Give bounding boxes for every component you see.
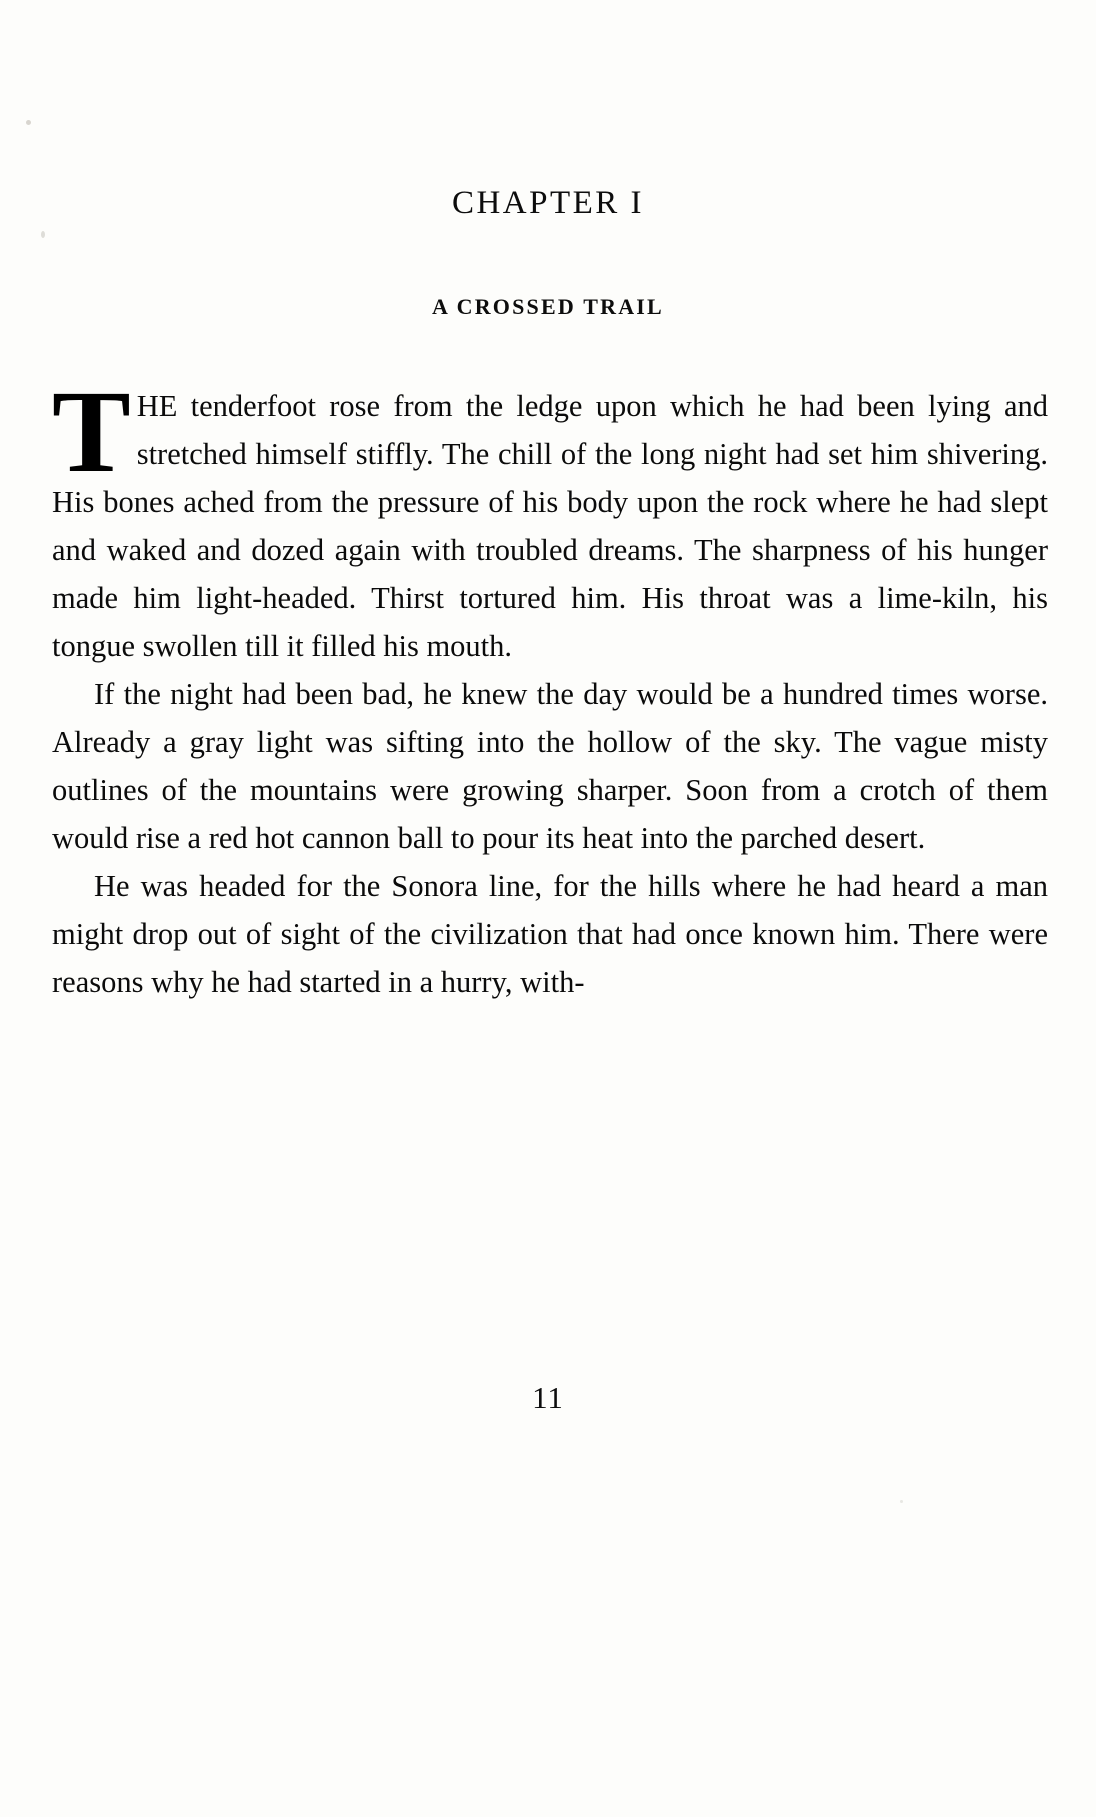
paragraph-3 [52,862,1048,1006]
paper-speck-icon [900,1500,903,1503]
page-content [52,185,1052,1006]
paragraph-1 [52,366,1048,670]
paper-speck-icon [26,120,31,125]
body-text [52,366,1052,1006]
paragraph-2 [52,670,1048,862]
chapter-heading: CHAPTER I [451,185,645,221]
page-number: 11 [532,1380,564,1415]
chapter-subtitle: A CROSSED TRAIL [432,294,664,319]
drop-cap: T [52,366,131,497]
paragraph-1-text: HE tenderfoot rose from the ledge upon which he had been lying and stretched himself stiffly. The chill of the long night had set him shivering. His bones ached from the pressure of his body upon the rock where he had slept and waked and dozed again with troubled dreams. The sharpness of his hunger made him light-headed. Thirst tortured him. His throat was a lime-kiln, his tongue swollen till it filled his mouth. [52,389,1048,663]
paragraph-3-text: He was headed for the Sonora line, for the hills where he had heard a man might drop out of sight of the civilization that had once known him. There were reasons why he had started in a hurry, with- [52,869,1048,999]
paper-speck-icon [41,231,45,238]
paragraph-2-text: If the night had been bad, he knew the day would be a hundred times worse. Already a gray light was sifting into the hollow of the sky. The vague misty outlines of the mountains were growing sharper. Soon from a crotch of them would rise a red hot cannon ball to pour its heat into the parched desert. [52,677,1048,855]
